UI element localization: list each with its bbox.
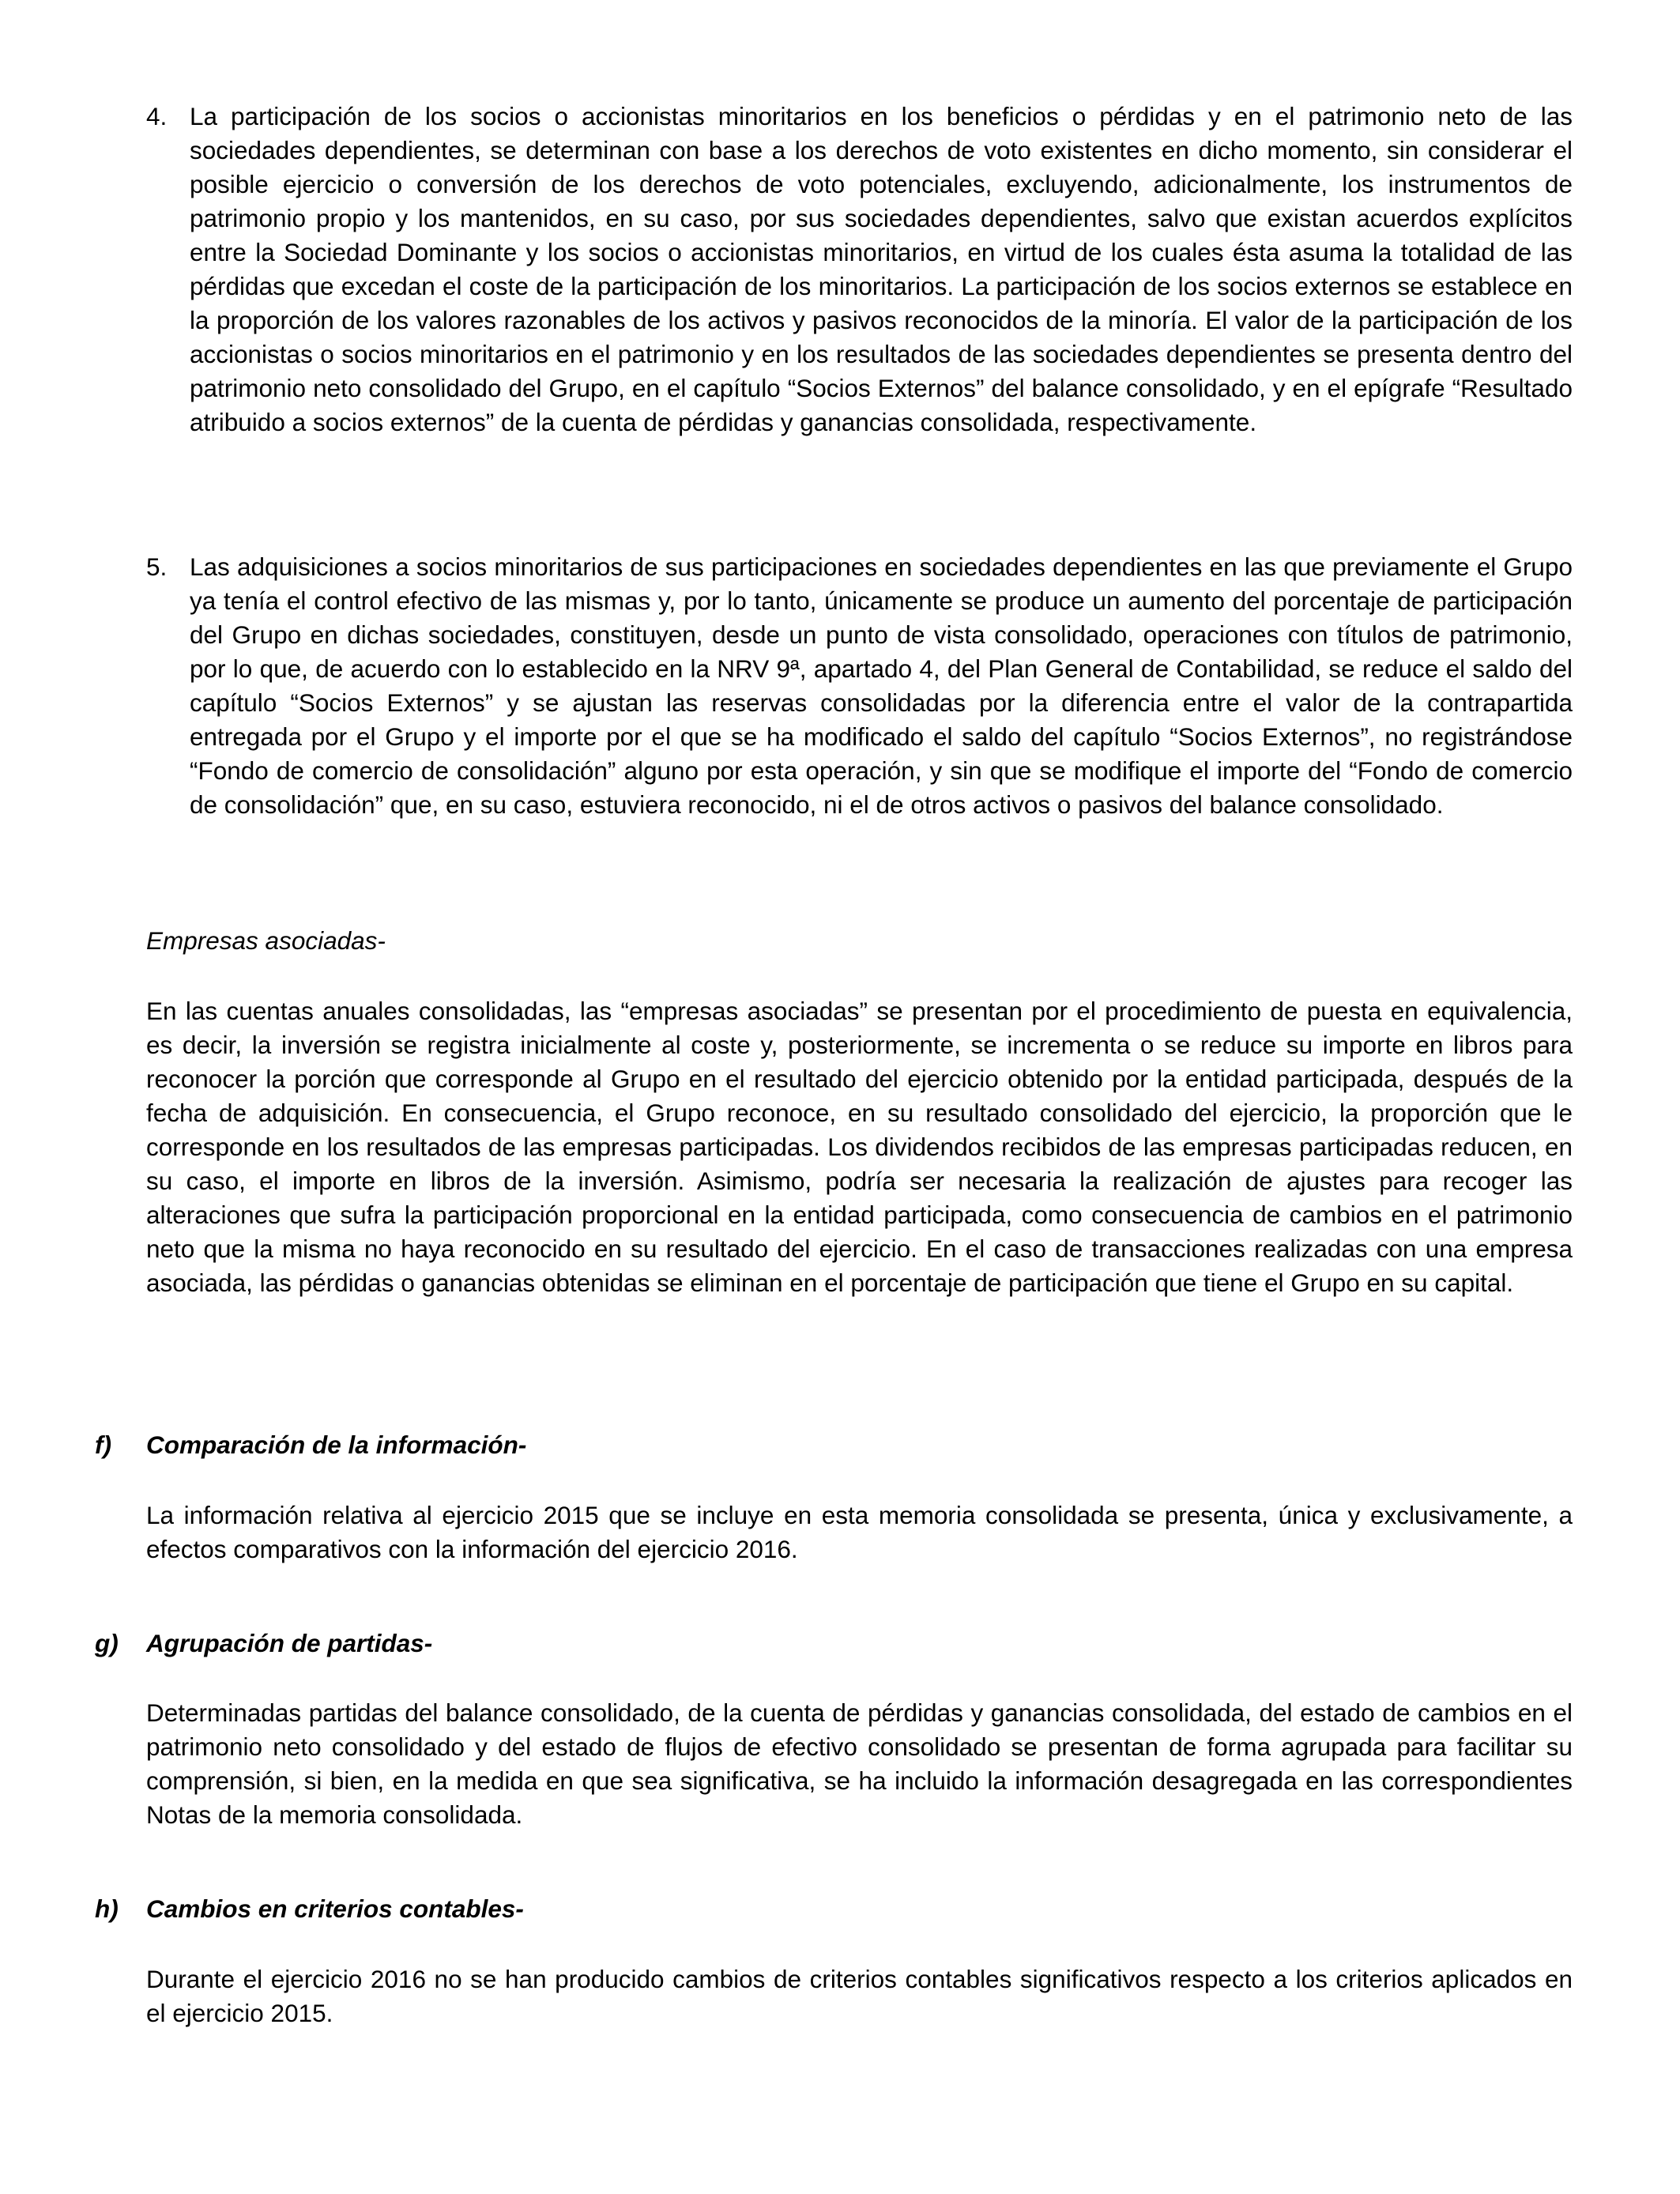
section-title: Agrupación de partidas- — [146, 1629, 433, 1657]
section-title: Comparación de la información- — [146, 1431, 527, 1459]
section-letter: f) — [95, 1431, 111, 1459]
list-item-number: 4. — [146, 102, 168, 130]
section-letter: g) — [95, 1629, 119, 1657]
list-item-text: Las adquisiciones a socios minoritarios de sus participaciones en sociedades dependientes en las que previamente el Grupo ya tenía el control efectivo de las mismas y, por lo tanto, únicamente se produce un aumento del porcentaje de participación del Grupo en dichas sociedades, constituyen, desde un punto de vista consolidado, operaciones con títulos de patrimonio, por lo que, de acuerdo con lo establecido en la NRV 9ª, apartado 4, del Plan General de Contabilidad, se reduce el saldo del capítulo “Socios Externos” y se ajustan las reservas consolidadas por la diferencia entre el valor de la contrapartida entregada por el Grupo y el importe por el que se ha modificado el saldo del capítulo “Socios Externos”, no registrándose “Fondo de comercio de consolidación” alguno por esta operación, y sin que se modifique el importe del “Fondo de comercio de consolidación” que, en su caso, estuviera reconocido, ni el de otros activos o pasivos del balance consolidado. — [190, 552, 1573, 819]
section-heading — [95, 1892, 524, 1926]
paragraph: Determinadas partidas del balance consolidado, de la cuenta de pérdidas y ganancias consolidada, del estado de cambios en el patrimonio neto consolidado y del estado de flujos de efectivo consolidado se presentan de forma agrupada para facilitar su comprensión, si bien, en la medida en que sea significativa, se ha incluido la información desagregada en las correspondientes Notas de la memoria consolidada. — [146, 1698, 1573, 1829]
list-item — [146, 550, 1573, 822]
list-item-number: 5. — [146, 552, 168, 581]
paragraph: La información relativa al ejercicio 2015 que se incluye en esta memoria consolidada se presenta, única y exclusivamente, a efectos comparativos con la información del ejercicio 2016. — [146, 1501, 1573, 1563]
list-item-text: La participación de los socios o accionistas minoritarios en los beneficios o pérdidas y en el patrimonio neto de las sociedades dependientes, se determinan con base a los derechos de voto existentes en dicho momento, sin considerar el posible ejercicio o conversión de los derechos de voto potenciales, excluyendo, adicionalmente, los instrumentos de patrimonio propio y los mantenidos, en su caso, por sus sociedades dependientes, salvo que existan acuerdos explícitos entre la Sociedad Dominante y los socios o accionistas minoritarios, en virtud de los cuales ésta asuma la totalidad de las pérdidas que excedan el coste de la participación de los minoritarios. La participación de los socios externos se establece en la proporción de los valores razonables de los activos y pasivos reconocidos de la minoría. El valor de la participación de los accionistas o socios minoritarios en el patrimonio y en los resultados de las sociedades dependientes se presenta dentro del patrimonio neto consolidado del Grupo, en el capítulo “Socios Externos” del balance consolidado, y en el epígrafe “Resultado atribuido a socios externos” de la cuenta de pérdidas y ganancias consolidada, respectivamente. — [190, 102, 1573, 436]
section-letter: h) — [95, 1894, 119, 1923]
section-title: Cambios en criterios contables- — [146, 1894, 524, 1923]
section-heading — [95, 1627, 432, 1661]
paragraph: En las cuentas anuales consolidadas, las “empresas asociadas” se presentan por el procedimiento de puesta en equivalencia, es decir, la inversión se registra inicialmente al coste y, posteriormente, se incrementa o se reduce su importe en libros para reconocer la porción que corresponde al Grupo en el resultado del ejercicio obtenido por la entidad participada, después de la fecha de adquisición. En consecuencia, el Grupo reconoce, en su resultado consolidado del ejercicio, la proporción que le corresponde en los resultados de las empresas participadas. Los dividendos recibidos de las empresas participadas reducen, en su caso, el importe en libros de la inversión. Asimismo, podría ser necesaria la realización de ajustes para recoger las alteraciones que sufra la participación proporcional en la entidad participada, como consecuencia de cambios en el patrimonio neto que la misma no haya reconocido en su resultado del ejercicio. En el caso de transacciones realizadas con una empresa asociada, las pérdidas o ganancias obtenidas se eliminan en el porcentaje de participación que tiene el Grupo en su capital. — [146, 997, 1573, 1297]
subsection-title: Empresas asociadas- — [146, 926, 386, 955]
paragraph: Durante el ejercicio 2016 no se han producido cambios de criterios contables significativos respecto a los criterios aplicados en el ejercicio 2015. — [146, 1965, 1573, 2027]
section-heading — [95, 1428, 526, 1462]
list-item — [146, 100, 1573, 439]
